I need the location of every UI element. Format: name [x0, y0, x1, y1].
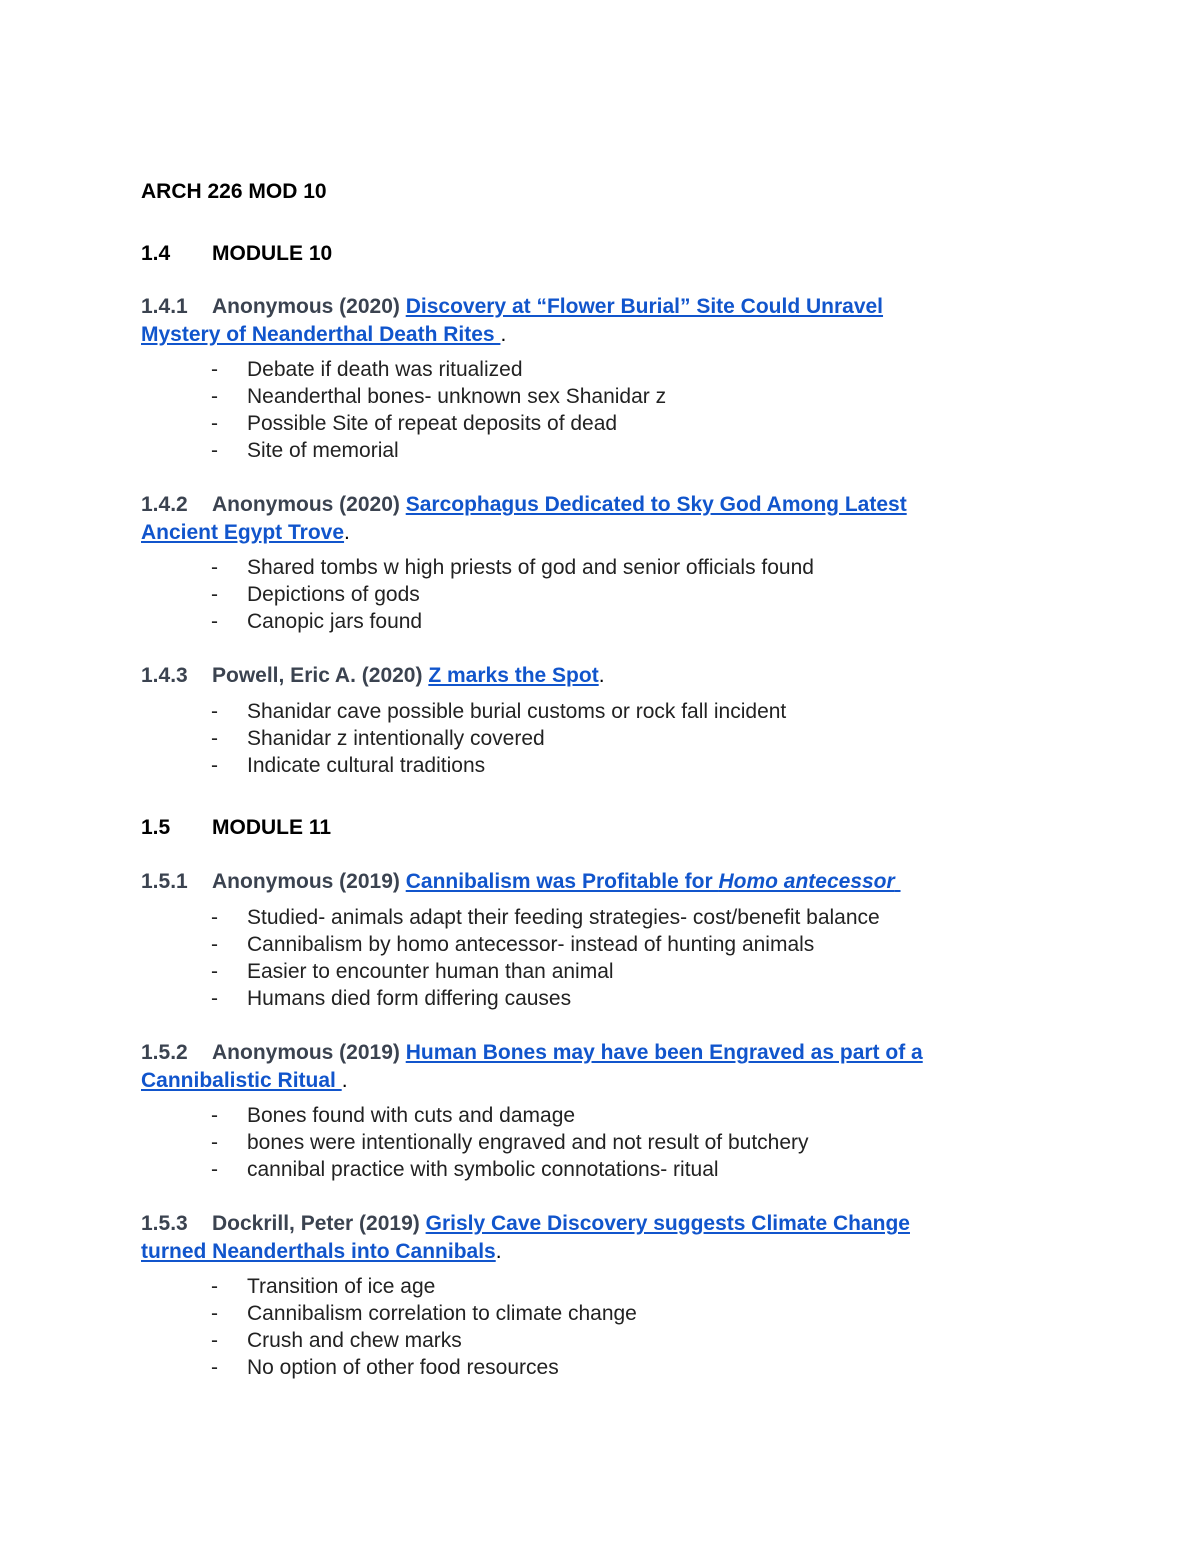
entry-author: Anonymous (2020) — [212, 493, 400, 516]
list-item: - No option of other food resources — [211, 1356, 559, 1379]
entry-number: 1.4.3 — [141, 664, 188, 687]
notes-list-1-5-1 — [207, 904, 880, 1012]
entry-author: Powell, Eric A. (2020) — [212, 664, 423, 687]
article-link[interactable]: Cannibalism was Profitable for Homo antecessor — [405, 870, 895, 893]
list-item: - cannibal practice with symbolic connotations- ritual — [211, 1158, 719, 1181]
list-item: - Depictions of gods — [211, 583, 420, 606]
notes-list-1-5-3 — [207, 1273, 637, 1381]
list-item: - Possible Site of repeat deposits of dead — [211, 412, 618, 435]
section-number: 1.5 — [141, 816, 171, 839]
list-item: - Site of memorial — [211, 439, 399, 462]
article-link[interactable]: Human Bones may have been Engraved as part of a Cannibalistic Ritual — [141, 1041, 923, 1092]
list-item: - Transition of ice age — [211, 1275, 436, 1298]
section-number: 1.4 — [141, 242, 171, 265]
entry-number: 1.5.1 — [141, 870, 188, 893]
section-heading-module-11 — [141, 816, 331, 840]
list-item: - Shanidar z intentionally covered — [211, 727, 545, 750]
section-heading-module-10 — [141, 242, 332, 266]
list-item: - Studied- animals adapt their feeding strategies- cost/benefit balance — [211, 906, 880, 929]
entry-number: 1.4.2 — [141, 493, 188, 516]
entry-author: Anonymous (2020) — [212, 295, 400, 318]
list-item: - Shanidar cave possible burial customs or rock fall incident — [211, 700, 787, 723]
reference-entry-1-5-1 — [141, 868, 1041, 896]
article-link[interactable]: Grisly Cave Discovery suggests Climate Change turned Neanderthals into Cannibals — [141, 1212, 910, 1263]
entry-author: Dockrill, Peter (2019) — [212, 1212, 420, 1235]
entry-number: 1.5.3 — [141, 1212, 188, 1235]
section-title: MODULE 11 — [212, 816, 332, 839]
list-item: - Crush and chew marks — [211, 1329, 462, 1352]
article-link[interactable]: Sarcophagus Dedicated to Sky God Among Latest Ancient Egypt Trove — [141, 493, 907, 544]
section-title: MODULE 10 — [212, 242, 333, 265]
list-item: - Shared tombs w high priests of god and senior officials found — [211, 556, 814, 579]
list-item: - bones were intentionally engraved and not result of butchery — [211, 1131, 809, 1154]
article-link[interactable]: Z marks the Spot — [428, 664, 599, 687]
list-item: - Debate if death was ritualized — [211, 358, 523, 381]
reference-entry-1-5-2: 1.5.2 Anonymous (2019) Human Bones may have been Engraved as part of a Cannibalistic Ritual . — [141, 1041, 923, 1092]
entry-number: 1.5.2 — [141, 1041, 188, 1064]
reference-entry-1-4-3: 1.4.3 Powell, Eric A. (2020) Z marks the Spot. — [141, 662, 1041, 690]
notes-list-1-5-2 — [207, 1102, 809, 1183]
entry-author: Anonymous (2019) — [212, 1041, 400, 1064]
reference-entry-1-4-2: 1.4.2 Anonymous (2020) Sarcophagus Dedicated to Sky God Among Latest Ancient Egypt Trove. — [141, 493, 907, 544]
list-item: - Cannibalism correlation to climate change — [211, 1302, 637, 1325]
document-title: ARCH 226 MOD 10 — [141, 180, 327, 203]
list-item: - Bones found with cuts and damage — [211, 1104, 576, 1127]
list-item: - Indicate cultural traditions — [211, 754, 486, 777]
article-link[interactable]: Discovery at “Flower Burial” Site Could Unravel Mystery of Neanderthal Death Rites — [141, 295, 884, 346]
reference-entry-1-4-1: 1.4.1 Anonymous (2020) Discovery at “Flower Burial” Site Could Unravel Mystery of Neanderthal Death Rites . — [141, 295, 884, 346]
list-item: - Canopic jars found — [211, 610, 423, 633]
entry-author: Anonymous (2019) — [212, 870, 400, 893]
reference-entry-1-5-3: 1.5.3 Dockrill, Peter (2019) Grisly Cave Discovery suggests Climate Change turned Neanderthals into Cannibals. — [141, 1212, 910, 1263]
notes-list-1-4-2 — [207, 554, 814, 635]
list-item: - Easier to encounter human than animal — [211, 960, 614, 983]
entry-number: 1.4.1 — [141, 295, 188, 318]
list-item: - Humans died form differing causes — [211, 987, 572, 1010]
notes-list-1-4-3 — [207, 698, 786, 779]
list-item: - Cannibalism by homo antecessor- instead of hunting animals — [211, 933, 815, 956]
list-item: - Neanderthal bones- unknown sex Shanidar z — [211, 385, 667, 408]
notes-list-1-4-1 — [207, 356, 666, 464]
